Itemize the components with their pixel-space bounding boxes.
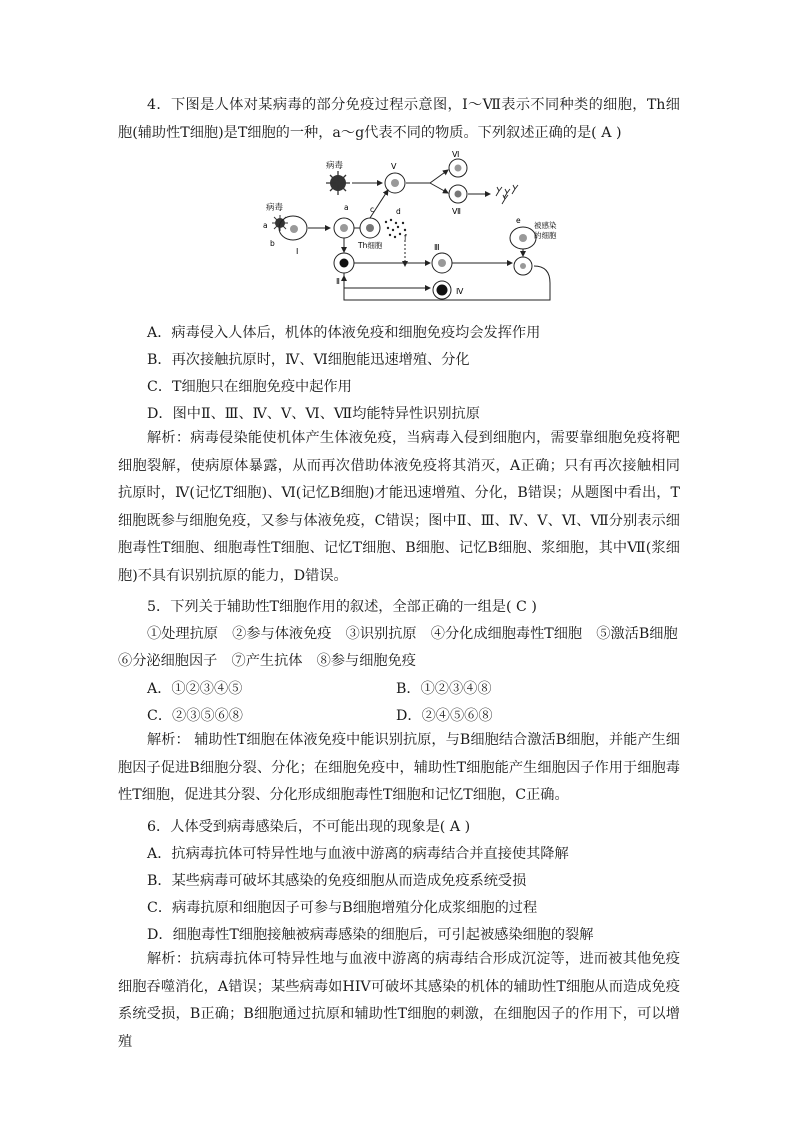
infected-label-2: 的细胞 [534,231,557,240]
q4-option-b: B．再次接触抗原时，Ⅳ、Ⅵ细胞能迅速增殖、分化 [147,352,470,368]
label-iii: Ⅲ [434,243,440,252]
q6-option-a: A．抗病毒抗体可特异性地与血液中游离的病毒结合并直接使其降解 [147,846,569,862]
letter-e: e [516,216,521,225]
antibody-icon [496,185,518,204]
letter-b: b [270,239,275,248]
q6-analysis: 解析：抗病毒抗体可特异性地与血液中游离的病毒结合形成沉淀等，进而被其他免疫细胞吞噬消化，A错误；某些病毒如HIV可破坏其感染的机体的辅助性T细胞从而造成免疫系统受损，B正确；B细胞通过抗原和辅助性T细胞的刺激，在细胞因子的作用下，可以增殖 [118,951,680,1050]
label-ii: Ⅱ [336,277,340,286]
virus-icon [326,171,350,195]
virus-top-label: 病毒 [326,161,344,171]
label-vi: Ⅵ [452,150,460,159]
q4-option-d: D．图中Ⅱ、Ⅲ、Ⅳ、Ⅴ、Ⅵ、Ⅶ均能特异性识别抗原 [147,406,480,422]
infected-label-1: 被感染 [534,221,557,230]
q5-stem: 5．下列关于辅助性T细胞作用的叙述，全部正确的一组是( C ) [147,599,537,615]
immune-process-diagram [258,148,558,306]
letter-d: d [396,207,401,216]
virus-left-label: 病毒 [266,203,284,213]
label-iv: Ⅳ [456,287,464,296]
q5-option-c: C．②③⑤⑥⑧ [147,708,243,724]
q6-option-c: C．病毒抗原和细胞因子可参与B细胞增殖分化成浆细胞的过程 [147,900,538,916]
th-cell-label: Th细胞 [358,241,383,250]
q5-option-b: B．①②③④⑧ [396,681,492,697]
q4-option-a: A．病毒侵入人体后，机体的体液免疫和细胞免疫均会发挥作用 [147,325,541,341]
q6-option-b: B．某些病毒可破坏其感染的免疫细胞从而造成免疫系统受损 [147,873,527,889]
q4-stem: 4．下图是人体对某病毒的部分免疫过程示意图，Ⅰ～Ⅶ表示不同种类的细胞，Th细胞(辅助性T细胞)是T细胞的一种，a～g代表不同的物质。下列叙述正确的是( A ) [118,97,680,141]
label-vii: Ⅶ [452,207,461,216]
q4-option-c: C．T细胞只在细胞免疫中起作用 [147,379,352,395]
label-v: Ⅴ [391,162,397,171]
q4-analysis: 解析：病毒侵染能使机体产生体液免疫，当病毒入侵到细胞内，需要靠细胞免疫将靶细胞裂解，使病原体暴露，从而再次借助体液免疫将其消灭，A正确；只有再次接触相同抗原时，Ⅳ(记忆T细胞)、Ⅵ(记忆B细胞)才能迅速增殖、分化，B错误；从题图中看出，T细胞既参与细胞免疫，又参与体液免疫，C错误；图中Ⅱ、Ⅲ、Ⅳ、Ⅴ、Ⅵ、Ⅶ分别表示细胞毒性T细胞、细胞毒性T细胞、记忆T细胞、B细胞、记忆B细胞、浆细胞，其中Ⅶ(浆细胞)不具有识别抗原的能力，D错误。 [118,430,680,584]
q5-analysis: 解析： 辅助性T细胞在体液免疫中能识别抗原，与B细胞结合激活B细胞，并能产生细胞因子促进B细胞分裂、分化；在细胞免疫中，辅助性T细胞能产生细胞因子作用于细胞毒性T细胞，促进其分裂、分化形成细胞毒性T细胞和记忆T细胞，C正确。 [118,732,680,803]
letter-f: f [404,233,407,242]
cytokine-dots [385,219,406,238]
q5-option-d: D．②④⑤⑥⑧ [396,708,493,724]
q5-items-line-2: ⑥分泌细胞因子 ⑦产生抗体 ⑧参与细胞免疫 [118,653,416,669]
label-i: Ⅰ [296,247,299,256]
q5-items-line-1: ①处理抗原 ②参与体液免疫 ③识别抗原 ④分化成细胞毒性T细胞 ⑤激活B细胞 [147,626,678,642]
letter-c: c [370,205,375,214]
letter-a-left: a [263,221,268,230]
letter-a-top: a [344,203,349,212]
q5-option-a: A．①②③④⑤ [147,681,243,697]
q6-stem: 6．人体受到病毒感染后，不可能出现的现象是( A ) [147,819,471,835]
q6-option-d: D．细胞毒性T细胞接触被病毒感染的细胞后，可引起被感染细胞的裂解 [147,927,594,943]
